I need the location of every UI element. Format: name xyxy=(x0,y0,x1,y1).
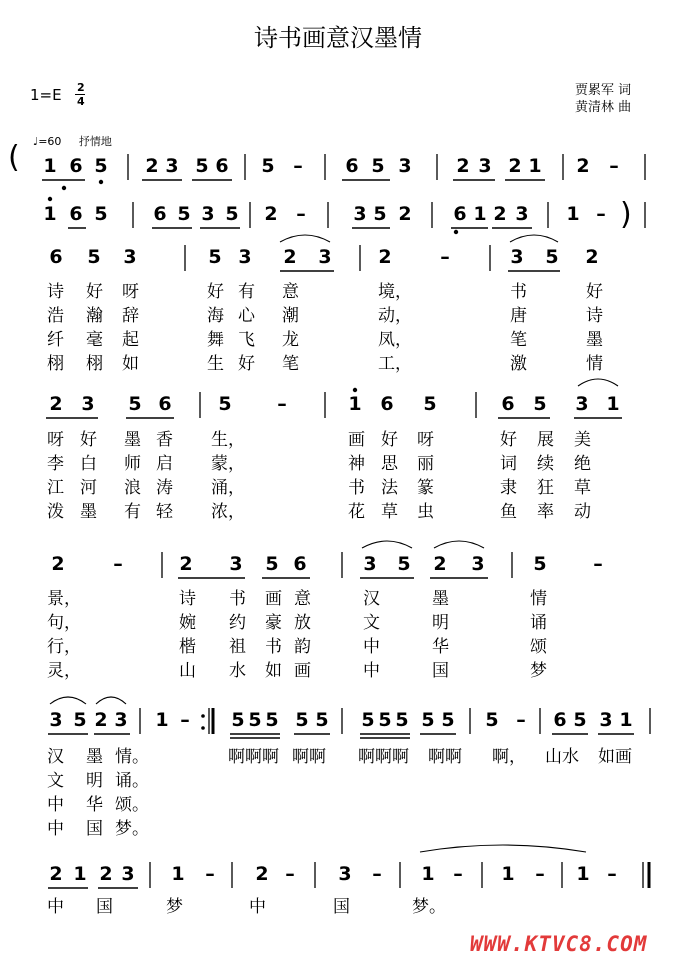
lyric-syllable: 好 xyxy=(207,282,224,302)
slur xyxy=(280,235,330,242)
note: 6 xyxy=(69,155,83,177)
octave-dot xyxy=(454,230,458,234)
note: 2 xyxy=(264,203,278,225)
octave-dot xyxy=(48,197,52,201)
note: – xyxy=(372,863,382,885)
lyric-syllable: 生 xyxy=(207,354,224,374)
note: 2 xyxy=(378,246,392,268)
note: 5 xyxy=(218,393,232,415)
lyric-syllable: 江 xyxy=(47,478,64,498)
lyric-syllable: 李 xyxy=(47,454,64,474)
note: 1 xyxy=(528,155,542,177)
note: 5 xyxy=(378,709,392,731)
note: 5 xyxy=(248,709,262,731)
lyric-syllable: 梦。 xyxy=(115,819,149,839)
lyric-syllable: 如 xyxy=(265,661,282,681)
note: – xyxy=(205,863,215,885)
repeat-paren-close: ) xyxy=(620,197,632,232)
lyric-syllable: 好 xyxy=(586,282,603,302)
note: 2 xyxy=(49,393,63,415)
lyric-syllable: 祖 xyxy=(229,637,246,657)
lyric-syllable: 画 xyxy=(294,661,311,681)
lyric-syllable: 墨 xyxy=(80,502,97,522)
lyric-syllable: 墨 xyxy=(586,330,603,350)
note: 6 xyxy=(49,246,63,268)
note: 5 xyxy=(421,709,435,731)
note: 5 xyxy=(397,553,411,575)
lyric-syllable: 法 xyxy=(381,478,398,498)
lyric-syllable: 隶 xyxy=(500,478,517,498)
octave-dot xyxy=(62,186,66,190)
note: 5 xyxy=(231,709,245,731)
lyric-syllable: 汉 xyxy=(363,589,380,609)
repeat-dot xyxy=(201,726,205,730)
lyric-syllable: 续 xyxy=(537,454,554,474)
note: 1 xyxy=(348,393,362,415)
lyric-syllable: 灵， xyxy=(47,661,81,681)
lyric-syllable: 墨 xyxy=(86,747,103,767)
lyric-syllable: 香 xyxy=(156,430,173,450)
time-signature-bottom: 4 xyxy=(77,95,85,108)
lyric-syllable: 明 xyxy=(432,613,449,633)
lyric-syllable: 境， xyxy=(378,282,412,302)
lyric-syllable: 文 xyxy=(47,771,64,791)
lyric-syllable: 好 xyxy=(500,430,517,450)
lyric-syllable: 舞 xyxy=(207,330,224,350)
lyric-syllable: 激 xyxy=(510,354,527,374)
lyric-syllable: 涌， xyxy=(211,478,245,498)
slur xyxy=(96,697,126,704)
lyric-syllable: 中 xyxy=(363,661,380,681)
lyric-syllable: 浓， xyxy=(211,502,245,522)
note: 5 xyxy=(295,709,309,731)
lyric-syllable: 意 xyxy=(294,589,311,609)
lyric-syllable: 白 xyxy=(80,454,97,474)
lyric-syllable: 草 xyxy=(574,478,591,498)
note: 1 xyxy=(155,709,169,731)
note: 2 xyxy=(51,553,65,575)
note: 5 xyxy=(315,709,329,731)
note: 5 xyxy=(485,709,499,731)
lyric-syllable: 动， xyxy=(378,306,412,326)
lyric-syllable: 华 xyxy=(432,637,449,657)
note: – xyxy=(453,863,463,885)
note: 5 xyxy=(361,709,375,731)
note: 5 xyxy=(261,155,275,177)
note: 5 xyxy=(225,203,239,225)
expression-marking: 抒情地 xyxy=(78,135,112,148)
note: 5 xyxy=(533,393,547,415)
note: 5 xyxy=(265,553,279,575)
note: 3 xyxy=(471,553,485,575)
note: 2 xyxy=(433,553,447,575)
note: 6 xyxy=(501,393,515,415)
note: 5 xyxy=(533,553,547,575)
site-watermark: WWW.KTVC8.COM xyxy=(470,932,648,956)
lyric-syllable: 文 xyxy=(363,613,380,633)
lyric-syllable: 行， xyxy=(47,637,81,657)
lyric-syllable: 啊啊 xyxy=(292,747,326,767)
lyric-syllable: 草 xyxy=(381,502,398,522)
note: 5 xyxy=(395,709,409,731)
tempo-value: ♩=60 xyxy=(33,135,62,148)
lyric-syllable: 呀 xyxy=(47,430,64,450)
note: 6 xyxy=(69,203,83,225)
note: 5 xyxy=(195,155,209,177)
lyric-syllable: 啊啊 xyxy=(428,747,462,767)
lyric-syllable: 辞 xyxy=(122,306,139,326)
note: 2 xyxy=(179,553,193,575)
note: 2 xyxy=(49,863,63,885)
slur xyxy=(510,235,558,242)
lyric-syllable: 率 xyxy=(537,502,554,522)
lyric-syllable: 汉 xyxy=(47,747,64,767)
lyric-syllable: 国 xyxy=(333,897,350,917)
lyric-syllable: 好 xyxy=(238,354,255,374)
lyric-syllable: 放 xyxy=(294,613,311,633)
lyric-syllable: 词 xyxy=(500,454,517,474)
note: 2 xyxy=(255,863,269,885)
lyric-syllable: 梦 xyxy=(166,897,183,917)
lyric-syllable: 浩 xyxy=(47,306,64,326)
lyric-syllable: 呀 xyxy=(122,282,139,302)
lyric-syllable: 凤， xyxy=(378,330,412,350)
note: 6 xyxy=(345,155,359,177)
note: 2 xyxy=(283,246,297,268)
note: 1 xyxy=(171,863,185,885)
note: – xyxy=(440,246,450,268)
slur xyxy=(434,541,484,548)
note: 3 xyxy=(353,203,367,225)
lyric-syllable: 蒙， xyxy=(211,454,245,474)
lyric-syllable: 颂。 xyxy=(115,795,149,815)
lyric-syllable: 墨 xyxy=(432,589,449,609)
repeat-paren-open: ( xyxy=(8,140,20,175)
note: – xyxy=(277,393,287,415)
lyricist-credit: 贾累军 词 xyxy=(575,83,632,98)
lyric-syllable: 生， xyxy=(211,430,245,450)
note: 3 xyxy=(229,553,243,575)
lyric-syllable: 啊啊啊 xyxy=(358,747,409,767)
note: 5 xyxy=(87,246,101,268)
note: 5 xyxy=(371,155,385,177)
lyric-syllable: 轻 xyxy=(156,502,173,522)
note: 1 xyxy=(43,203,57,225)
note: 5 xyxy=(373,203,387,225)
note: 1 xyxy=(43,155,57,177)
octave-dot xyxy=(99,180,103,184)
lyric-syllable: 中 xyxy=(47,897,64,917)
lyric-syllable: 书 xyxy=(348,478,365,498)
lyric-syllable: 狂 xyxy=(537,478,554,498)
note: 5 xyxy=(128,393,142,415)
lyric-syllable: 水 xyxy=(229,661,246,681)
note: 3 xyxy=(49,709,63,731)
slur xyxy=(578,379,618,386)
lyric-syllable: 虫 xyxy=(417,502,434,522)
lyric-syllable: 中 xyxy=(249,897,266,917)
lyric-syllable: 栩 xyxy=(86,354,103,374)
note: 3 xyxy=(363,553,377,575)
lyric-syllable: 山 xyxy=(179,661,196,681)
note: 3 xyxy=(575,393,589,415)
lyric-syllable: 情。 xyxy=(115,747,149,767)
note: 2 xyxy=(508,155,522,177)
note: 3 xyxy=(398,155,412,177)
lyric-syllable: 中 xyxy=(363,637,380,657)
lyric-syllable: 意 xyxy=(282,282,299,302)
note: – xyxy=(293,155,303,177)
page-title: 诗书画意汉墨情 xyxy=(254,24,422,52)
lyric-syllable: 墨 xyxy=(124,430,141,450)
lyric-syllable: 好 xyxy=(86,282,103,302)
lyric-syllable: 国 xyxy=(432,661,449,681)
note: 1 xyxy=(501,863,515,885)
note: 3 xyxy=(515,203,529,225)
note: – xyxy=(535,863,545,885)
lyric-syllable: 诵。 xyxy=(115,771,149,791)
octave-dot xyxy=(353,388,357,392)
lyric-syllable: 书 xyxy=(229,589,246,609)
note: 6 xyxy=(553,709,567,731)
lyric-syllable: 国 xyxy=(86,819,103,839)
lyric-syllable: 情 xyxy=(586,354,603,374)
lyric-syllable: 啊， xyxy=(492,747,526,767)
note: 3 xyxy=(201,203,215,225)
note: – xyxy=(285,863,295,885)
note: 2 xyxy=(94,709,108,731)
note: – xyxy=(113,553,123,575)
note: 5 xyxy=(177,203,191,225)
lyric-syllable: 毫 xyxy=(86,330,103,350)
lyric-syllable: 如画 xyxy=(598,747,632,767)
note: 1 xyxy=(619,709,633,731)
note: 5 xyxy=(94,155,108,177)
lyric-syllable: 明 xyxy=(86,771,103,791)
key-signature: 1=E xyxy=(30,86,62,104)
note: 1 xyxy=(73,863,87,885)
note: 5 xyxy=(265,709,279,731)
lyric-syllable: 呀 xyxy=(417,430,434,450)
lyric-syllable: 约 xyxy=(229,613,246,633)
lyric-syllable: 飞 xyxy=(238,330,255,350)
lyric-syllable: 华 xyxy=(86,795,103,815)
note: 2 xyxy=(456,155,470,177)
note: 6 xyxy=(215,155,229,177)
lyric-syllable: 篆 xyxy=(417,478,434,498)
note: 2 xyxy=(493,203,507,225)
note: – xyxy=(596,203,606,225)
lyric-syllable: 鱼 xyxy=(500,502,517,522)
note: – xyxy=(516,709,526,731)
note: 2 xyxy=(585,246,599,268)
note: 3 xyxy=(599,709,613,731)
note: 5 xyxy=(545,246,559,268)
lyric-syllable: 海 xyxy=(207,306,224,326)
note: 3 xyxy=(165,155,179,177)
lyric-syllable: 句， xyxy=(47,613,81,633)
note: – xyxy=(593,553,603,575)
lyric-syllable: 师 xyxy=(124,454,141,474)
lyric-syllable: 中 xyxy=(47,795,64,815)
lyric-syllable: 豪 xyxy=(265,613,282,633)
lyric-syllable: 诗 xyxy=(179,589,196,609)
note: 5 xyxy=(73,709,87,731)
lyric-syllable: 情 xyxy=(530,589,547,609)
lyric-syllable: 国 xyxy=(96,897,113,917)
lyric-syllable: 诗 xyxy=(47,282,64,302)
lyric-syllable: 动 xyxy=(574,502,591,522)
note: 1 xyxy=(473,203,487,225)
lyric-syllable: 有 xyxy=(238,282,255,302)
note: – xyxy=(296,203,306,225)
slur xyxy=(50,697,86,704)
lyric-syllable: 山水 xyxy=(545,747,579,767)
note: 1 xyxy=(421,863,435,885)
lyric-syllable: 思 xyxy=(381,454,398,474)
lyric-syllable: 绝 xyxy=(574,454,591,474)
note: 3 xyxy=(478,155,492,177)
note: 3 xyxy=(114,709,128,731)
lyric-syllable: 书 xyxy=(510,282,527,302)
lyric-syllable: 美 xyxy=(574,430,591,450)
lyric-syllable: 展 xyxy=(537,430,554,450)
note: 6 xyxy=(380,393,394,415)
lyric-syllable: 梦。 xyxy=(412,897,446,917)
repeat-dot xyxy=(201,714,205,718)
note: 2 xyxy=(99,863,113,885)
slur xyxy=(420,845,586,852)
note: 5 xyxy=(208,246,222,268)
lyric-syllable: 河 xyxy=(80,478,97,498)
note: 3 xyxy=(81,393,95,415)
lyric-syllable: 神 xyxy=(348,454,365,474)
note: – xyxy=(609,155,619,177)
note: – xyxy=(180,709,190,731)
lyric-syllable: 好 xyxy=(80,430,97,450)
lyric-syllable: 画 xyxy=(265,589,282,609)
lyric-syllable: 心 xyxy=(238,306,255,326)
note: 5 xyxy=(441,709,455,731)
note: 3 xyxy=(121,863,135,885)
note: – xyxy=(607,863,617,885)
note: 2 xyxy=(398,203,412,225)
lyric-syllable: 诗 xyxy=(586,306,603,326)
note: 5 xyxy=(423,393,437,415)
note: 6 xyxy=(158,393,172,415)
note: 1 xyxy=(566,203,580,225)
lyric-syllable: 启 xyxy=(156,454,173,474)
note: 3 xyxy=(338,863,352,885)
lyric-syllable: 纤 xyxy=(47,330,64,350)
note: 3 xyxy=(510,246,524,268)
lyric-syllable: 啊啊啊 xyxy=(228,747,279,767)
lyric-syllable: 中 xyxy=(47,819,64,839)
note: 2 xyxy=(145,155,159,177)
slur xyxy=(362,541,412,548)
lyric-syllable: 诵 xyxy=(530,613,547,633)
lyric-syllable: 书 xyxy=(265,637,282,657)
note: 3 xyxy=(238,246,252,268)
time-signature-top: 2 xyxy=(77,81,85,94)
lyric-syllable: 颂 xyxy=(530,637,547,657)
lyric-syllable: 花 xyxy=(348,502,365,522)
lyric-syllable: 瀚 xyxy=(86,306,103,326)
lyric-syllable: 韵 xyxy=(294,637,311,657)
lyric-syllable: 龙 xyxy=(282,330,299,350)
note: 6 xyxy=(453,203,467,225)
note: 1 xyxy=(576,863,590,885)
note: 3 xyxy=(318,246,332,268)
lyric-syllable: 潮 xyxy=(282,306,299,326)
lyric-syllable: 梦 xyxy=(530,661,547,681)
lyric-syllable: 丽 xyxy=(417,454,434,474)
lyric-syllable: 起 xyxy=(122,330,139,350)
note: 6 xyxy=(293,553,307,575)
lyric-syllable: 笔 xyxy=(282,354,299,374)
lyric-syllable: 工， xyxy=(378,354,412,374)
lyric-syllable: 如 xyxy=(122,354,139,374)
lyric-syllable: 栩 xyxy=(47,354,64,374)
composer-credit: 黄清林 曲 xyxy=(575,100,632,115)
lyric-syllable: 婉 xyxy=(179,613,196,633)
note: 3 xyxy=(123,246,137,268)
lyric-syllable: 唐 xyxy=(510,306,527,326)
note: 2 xyxy=(576,155,590,177)
lyric-syllable: 有 xyxy=(124,502,141,522)
note: 5 xyxy=(573,709,587,731)
lyric-syllable: 泼 xyxy=(47,502,64,522)
note: 5 xyxy=(94,203,108,225)
lyric-syllable: 画 xyxy=(348,430,365,450)
note: 1 xyxy=(606,393,620,415)
lyric-syllable: 楷 xyxy=(179,637,196,657)
note: 6 xyxy=(153,203,167,225)
lyric-syllable: 好 xyxy=(381,430,398,450)
lyric-syllable: 景， xyxy=(47,589,81,609)
lyric-syllable: 涛 xyxy=(156,478,173,498)
lyric-syllable: 浪 xyxy=(124,478,141,498)
lyric-syllable: 笔 xyxy=(510,330,527,350)
